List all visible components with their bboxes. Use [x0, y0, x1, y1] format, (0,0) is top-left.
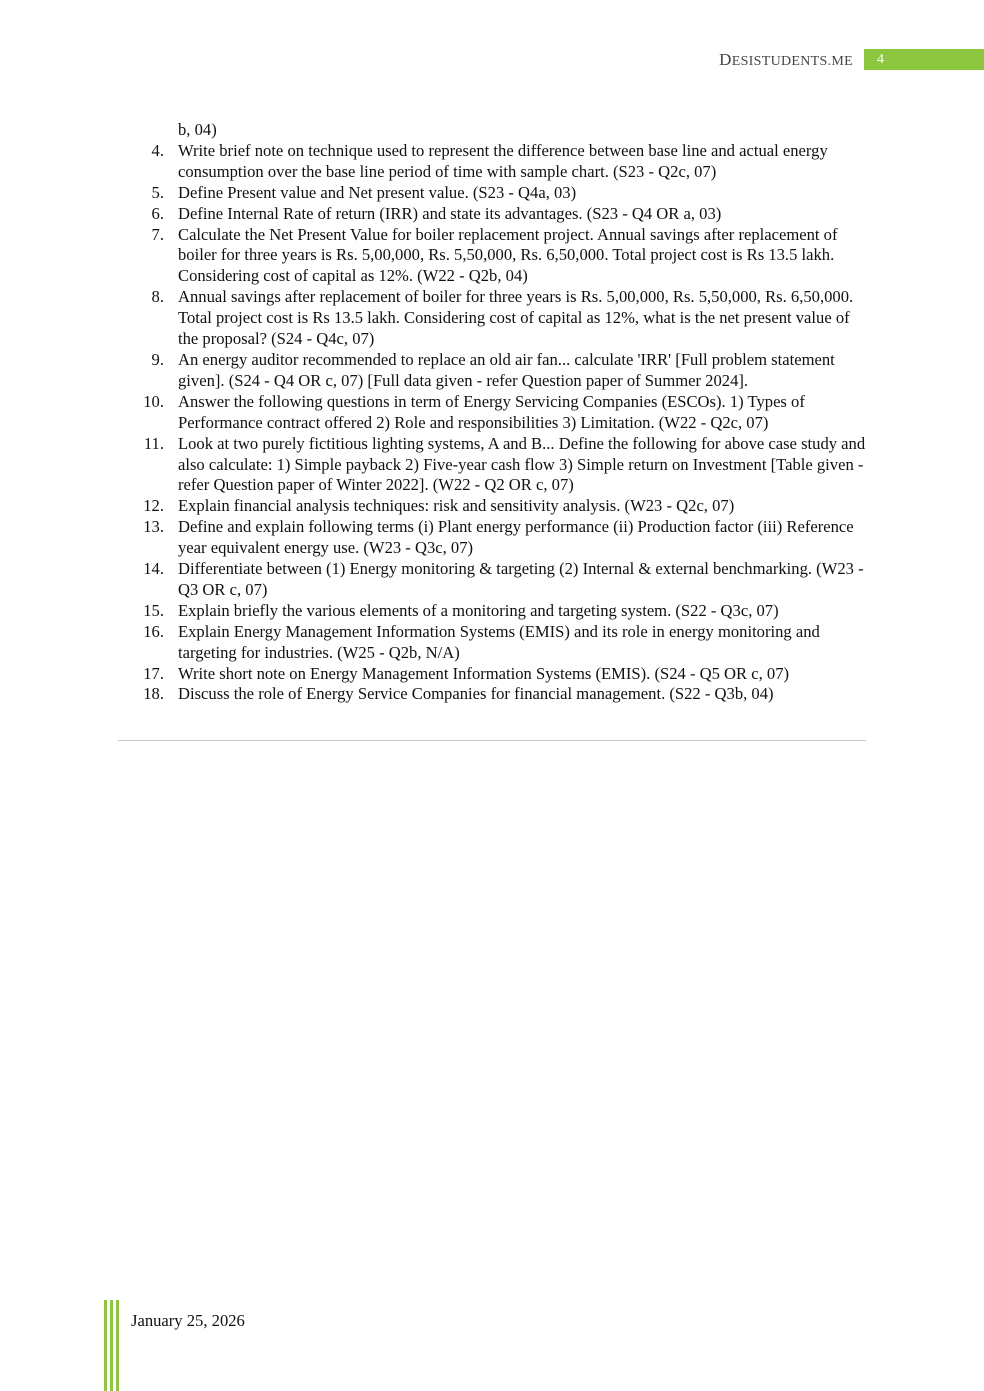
question-text: Discuss the role of Energy Service Companies for financial management. (S22 - Q3b, 04) [178, 684, 774, 704]
question-item [131, 684, 866, 705]
question-list-section [131, 120, 866, 705]
question-number: 11. [143, 433, 164, 453]
question-item [131, 622, 866, 664]
site-name-initial: D [719, 50, 732, 69]
question-number: 12. [143, 496, 164, 516]
continuation-text: b, 04) [178, 120, 217, 139]
question-text: Define and explain following terms (i) Plant energy performance (ii) Production factor (iii) Reference year equivalent energy use. (W23 - Q3c, 07) [178, 517, 854, 558]
question-item [131, 204, 866, 225]
question-item [131, 350, 866, 392]
site-name-rest: ESISTUDENTS [731, 54, 828, 69]
question-text: Explain Energy Management Information Systems (EMIS) and its role in energy monitoring and targeting for industries. (W25 - Q2b, N/A) [178, 621, 820, 662]
question-item [131, 496, 866, 517]
question-number: 16. [143, 621, 164, 641]
site-name [719, 50, 853, 70]
site-name-tld: .ME [827, 54, 853, 69]
question-number: 15. [143, 600, 164, 620]
question-text: Differentiate between (1) Energy monitoring & targeting (2) Internal & external benchmarking. (W23 - Q3 OR c, 07) [178, 559, 864, 599]
question-text: Look at two purely fictitious lighting systems, A and B... Define the following for above case study and also calculate: 1) Simple payback 2) Five-year cash flow 3) Simple return on Investment [Table given - refer Question paper of Winter 2022]. (W22 - Q2 OR c, 07) [178, 433, 866, 495]
question-number: 5. [151, 182, 164, 202]
footer-bar [116, 1300, 119, 1391]
question-item [131, 601, 866, 622]
question-item [131, 664, 866, 685]
question-text: Define Internal Rate of return (IRR) and state its advantages. (S23 - Q4 OR a, 03) [178, 203, 722, 223]
question-text: Annual savings after replacement of boiler for three years is Rs. 5,00,000, Rs. 5,50,000, Rs. 6,50,000. Total project cost is Rs 13.5 lakh. Considering cost of capital as 12%, what is the net present value of the proposal? (S24 - Q4c, 07) [178, 287, 854, 349]
question-text: Explain financial analysis techniques: risk and sensitivity analysis. (W23 - Q2c, 07) [178, 496, 735, 516]
question-item [131, 434, 866, 497]
question-number: 7. [151, 224, 164, 244]
question-item [131, 287, 866, 350]
question-list [131, 141, 866, 705]
question-text: Write brief note on technique used to represent the difference between base line and actual energy consumption over the base line period of time with sample chart. (S23 - Q2c, 07) [178, 140, 828, 181]
question-item [131, 392, 866, 434]
question-item [131, 141, 866, 183]
question-number: 10. [143, 391, 164, 411]
question-item [131, 559, 866, 601]
question-number: 8. [151, 287, 164, 307]
question-number: 4. [151, 140, 164, 160]
footer-bar [104, 1300, 107, 1391]
question-item [131, 517, 866, 559]
question-number: 6. [151, 203, 164, 223]
question-item [131, 225, 866, 288]
question-text: Define Present value and Net present value. (S23 - Q4a, 03) [178, 182, 577, 202]
section-divider [118, 740, 866, 741]
footer-bar [110, 1300, 113, 1391]
question-text: Explain briefly the various elements of a monitoring and targeting system. (S22 - Q3c, 07) [178, 600, 779, 620]
question-number: 17. [143, 663, 164, 683]
question-item [131, 183, 866, 204]
question-text: Answer the following questions in term of Energy Servicing Companies (ESCOs). 1) Types of Performance contract offered 2) Role and responsibilities 3) Limitation. (W22 - Q2c, 07) [178, 391, 805, 432]
question-number: 18. [143, 684, 164, 704]
question-number: 13. [143, 517, 164, 537]
question-number: 9. [151, 349, 164, 369]
question-number: 14. [143, 559, 164, 579]
question-text: Write short note on Energy Management Information Systems (EMIS). (S24 - Q5 OR c, 07) [178, 663, 790, 683]
question-text: An energy auditor recommended to replace an old air fan... calculate 'IRR' [Full problem statement given]. (S24 - Q4 OR c, 07) [Full data given - refer Question paper of Summer 2024]. [178, 349, 835, 390]
page-number-badge: 4 [864, 49, 984, 70]
footer-date: January 25, 2026 [131, 1311, 245, 1330]
question-text: Calculate the Net Present Value for boiler replacement project. Annual savings after replacement of boiler for three years is Rs. 5,00,000, Rs. 5,50,000, Rs. 6,50,000. Total project cost is Rs 13.5 lakh. Considering cost of capital as 12%. (W22 - Q2b, 04) [178, 224, 838, 286]
